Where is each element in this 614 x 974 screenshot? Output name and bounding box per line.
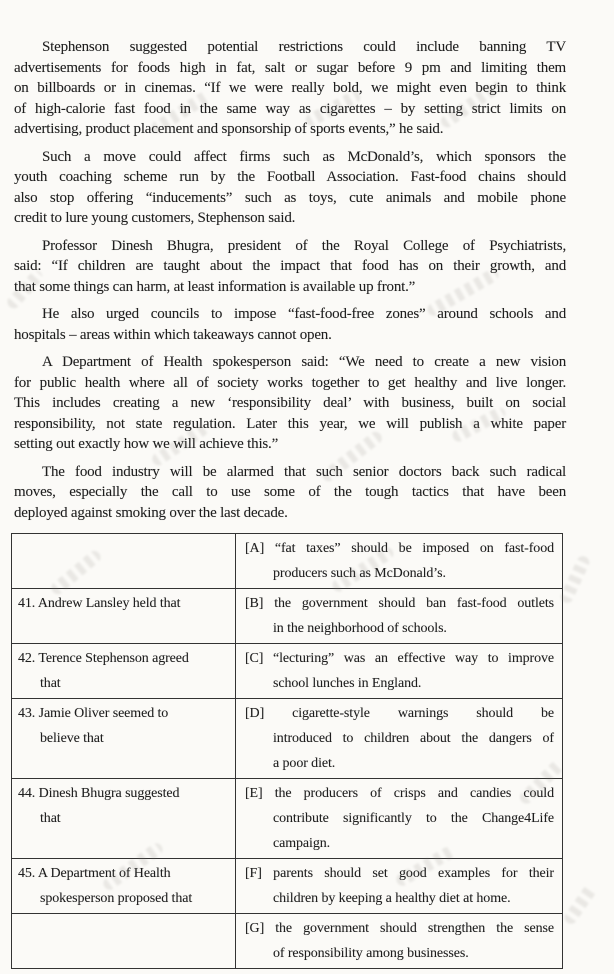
option-line: [A] “fat taxes” should be imposed on fast-food [245, 541, 554, 556]
option-cell [236, 859, 563, 914]
paragraph [14, 304, 566, 345]
option-cell [236, 589, 563, 644]
text-line: responsibility, not state regulation. Later this year, we will publish a white paper [14, 415, 566, 432]
text-line: on billboards or in cinemas. “If we were really bold, we might even begin to think [14, 80, 566, 96]
statement-cell [12, 699, 236, 779]
text-line: for public health where all of society works together to get healthy and live longer. [14, 374, 566, 391]
option-line: [C] “lecturing” was an effective way to improve [245, 651, 554, 666]
table-row [12, 779, 563, 859]
option-line: [E] the producers of crisps and candies could [245, 786, 554, 801]
option-line: introduced to children about the dangers of [273, 731, 554, 746]
statement-line: 45. A Department of Health [18, 866, 171, 881]
watermark-smudge [559, 554, 592, 605]
text-line: moves, especially the call to use some of the tough tactics that have been [14, 484, 566, 500]
option-cell [236, 699, 563, 779]
table-row [12, 644, 563, 699]
option-line: producers such as McDonald’s. [273, 566, 446, 581]
option-line: in the neighborhood of schools. [273, 621, 447, 636]
watermark-smudge [562, 883, 598, 926]
option-line: [G] the government should strengthen the sense [245, 921, 554, 936]
text-line: youth coaching scheme run by the Football Association. Fast-food chains should [14, 169, 566, 185]
option-line: of responsibility among businesses. [273, 946, 469, 961]
option-line: [F] parents should set good examples for their [245, 866, 554, 881]
statement-line: that [40, 811, 61, 826]
statement-cell [12, 914, 236, 969]
statement-cell [12, 589, 236, 644]
paragraph [14, 352, 566, 455]
text-line: This includes creating a new ‘responsibility deal’ with business, built on social [14, 395, 566, 411]
option-line: children by keeping a healthy diet at home. [273, 891, 511, 906]
option-cell [236, 534, 563, 589]
text-line: Professor Dinesh Bhugra, president of the Royal College of Psychiatrists, [42, 237, 566, 254]
option-line: [B] the government should ban fast-food outlets [245, 596, 554, 611]
option-line: contribute significantly to the Change4Life [273, 811, 554, 826]
option-line: a poor diet. [273, 756, 336, 771]
text-line: said: “If children are taught about the impact that food has on their growth, and [14, 258, 566, 274]
statement-cell [12, 644, 236, 699]
text-line: setting out exactly how we will achieve this.” [14, 436, 279, 452]
text-line: Such a move could affect firms such as McDonald’s, which sponsors the [42, 148, 566, 165]
text-line: credit to lure young customers, Stephenson said. [14, 210, 296, 226]
table-row [12, 589, 563, 644]
paragraph [14, 462, 566, 524]
table-row [12, 914, 563, 969]
text-line: Stephenson suggested potential restrictions could include banning TV [42, 39, 566, 55]
text-line: hospitals – areas within which takeaways cannot open. [14, 326, 332, 343]
option-line: campaign. [273, 836, 331, 851]
statement-line: spokesperson proposed that [40, 891, 193, 906]
text-line: advertisements for foods high in fat, salt or sugar before 9 pm and limiting them [14, 59, 566, 76]
text-line: that some things can harm, at least information is available up front.” [14, 278, 416, 295]
text-line: also stop offering “inducements” such as toys, cute animals and mobile phone [14, 189, 566, 206]
option-line: [D] cigarette-style warnings should be [245, 706, 554, 721]
option-cell [236, 644, 563, 699]
text-line: A Department of Health spokesperson said: “We need to create a new vision [42, 354, 566, 370]
statement-cell [12, 534, 236, 589]
statement-cell [12, 779, 236, 859]
text-line: deployed against smoking over the last decade. [14, 504, 288, 521]
table-row [12, 859, 563, 914]
option-line: school lunches in England. [273, 676, 422, 691]
text-line: The food industry will be alarmed that such senior doctors back such radical [42, 463, 566, 480]
table-row [12, 699, 563, 779]
paragraph [14, 147, 566, 229]
statement-line: 43. Jamie Oliver seemed to [18, 706, 169, 721]
text-line: He also urged councils to impose “fast-food-free zones” around schools and [42, 306, 566, 322]
statement-line: 44. Dinesh Bhugra suggested [18, 786, 180, 801]
text-line: of high-calorie fast food in the same way as cigarettes – by setting strict limits on [14, 100, 566, 117]
option-cell [236, 779, 563, 859]
text-line: advertising, product placement and sponsorship of sports events,” he said. [14, 121, 444, 137]
statement-line: that [40, 676, 61, 691]
matching-table [11, 533, 563, 969]
statement-line: believe that [40, 731, 104, 746]
option-cell [236, 914, 563, 969]
statement-line: 41. Andrew Lansley held that [18, 596, 181, 611]
statement-line: 42. Terence Stephenson agreed [18, 651, 189, 666]
